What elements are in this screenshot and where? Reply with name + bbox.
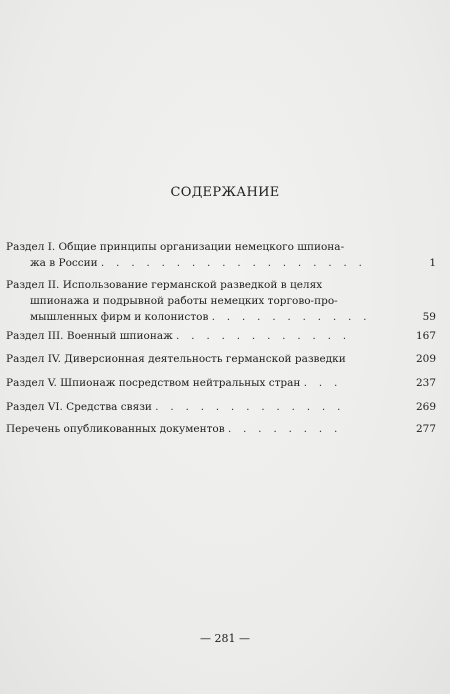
toc-entry-text: жа в России [30, 257, 98, 269]
page-number: 277 [415, 423, 436, 435]
toc-entry-text: мышленных фирм и колонистов [30, 311, 209, 323]
toc-entry-section-2[interactable] [6, 277, 436, 325]
page-number: 209 [415, 353, 436, 365]
page-title: СОДЕРЖАНИЕ [170, 185, 280, 200]
toc-entry-text: Раздел VI. Средства связи [6, 401, 152, 413]
leader-dots: . . . . . . . . . . . . . . . . . . [101, 258, 367, 269]
toc-entry-section-3[interactable] [6, 328, 436, 344]
toc-entry-section-1[interactable] [6, 239, 436, 271]
leader-dots: . . . . . . . . . . . . [176, 331, 351, 342]
page-number: 1 [429, 257, 436, 269]
leader-dots: . . . . . . . . . . . [211, 312, 371, 323]
leader-dots: . . . . . . . . [227, 424, 342, 435]
toc-entry-documents-list[interactable] [6, 421, 436, 437]
toc-entry-text: Раздел IV. Диверсионная деятельность германской разведки [6, 353, 346, 365]
page-number: 237 [415, 377, 436, 389]
toc-entry-section-6[interactable] [6, 399, 436, 415]
page-number: 59 [422, 311, 436, 323]
page-number: 269 [415, 401, 436, 413]
page-footer-number: — 281 — [200, 632, 250, 645]
leader-dots: . . . . . . . . . . . . . [155, 402, 345, 413]
page-number: 167 [415, 330, 436, 342]
toc-entry-text: Раздел V. Шпионаж посредством нейтральных стран [6, 377, 301, 389]
toc-entry-text: Раздел I. Общие принципы организации немецкого шпиона- [6, 241, 345, 253]
toc-entry-text: Раздел III. Военный шпионаж [6, 330, 173, 342]
toc-entry-section-4[interactable] [6, 351, 436, 367]
toc-entry-section-5[interactable] [6, 375, 436, 391]
toc-entry-text: Раздел II. Использование германской разведкой в целях [6, 279, 323, 291]
leader-dots: . . . [303, 378, 342, 389]
toc-entry-text: Перечень опубликованных документов [6, 423, 225, 435]
toc-entry-text: шпионажа и подрывной работы немецких торгово-про- [30, 295, 338, 307]
